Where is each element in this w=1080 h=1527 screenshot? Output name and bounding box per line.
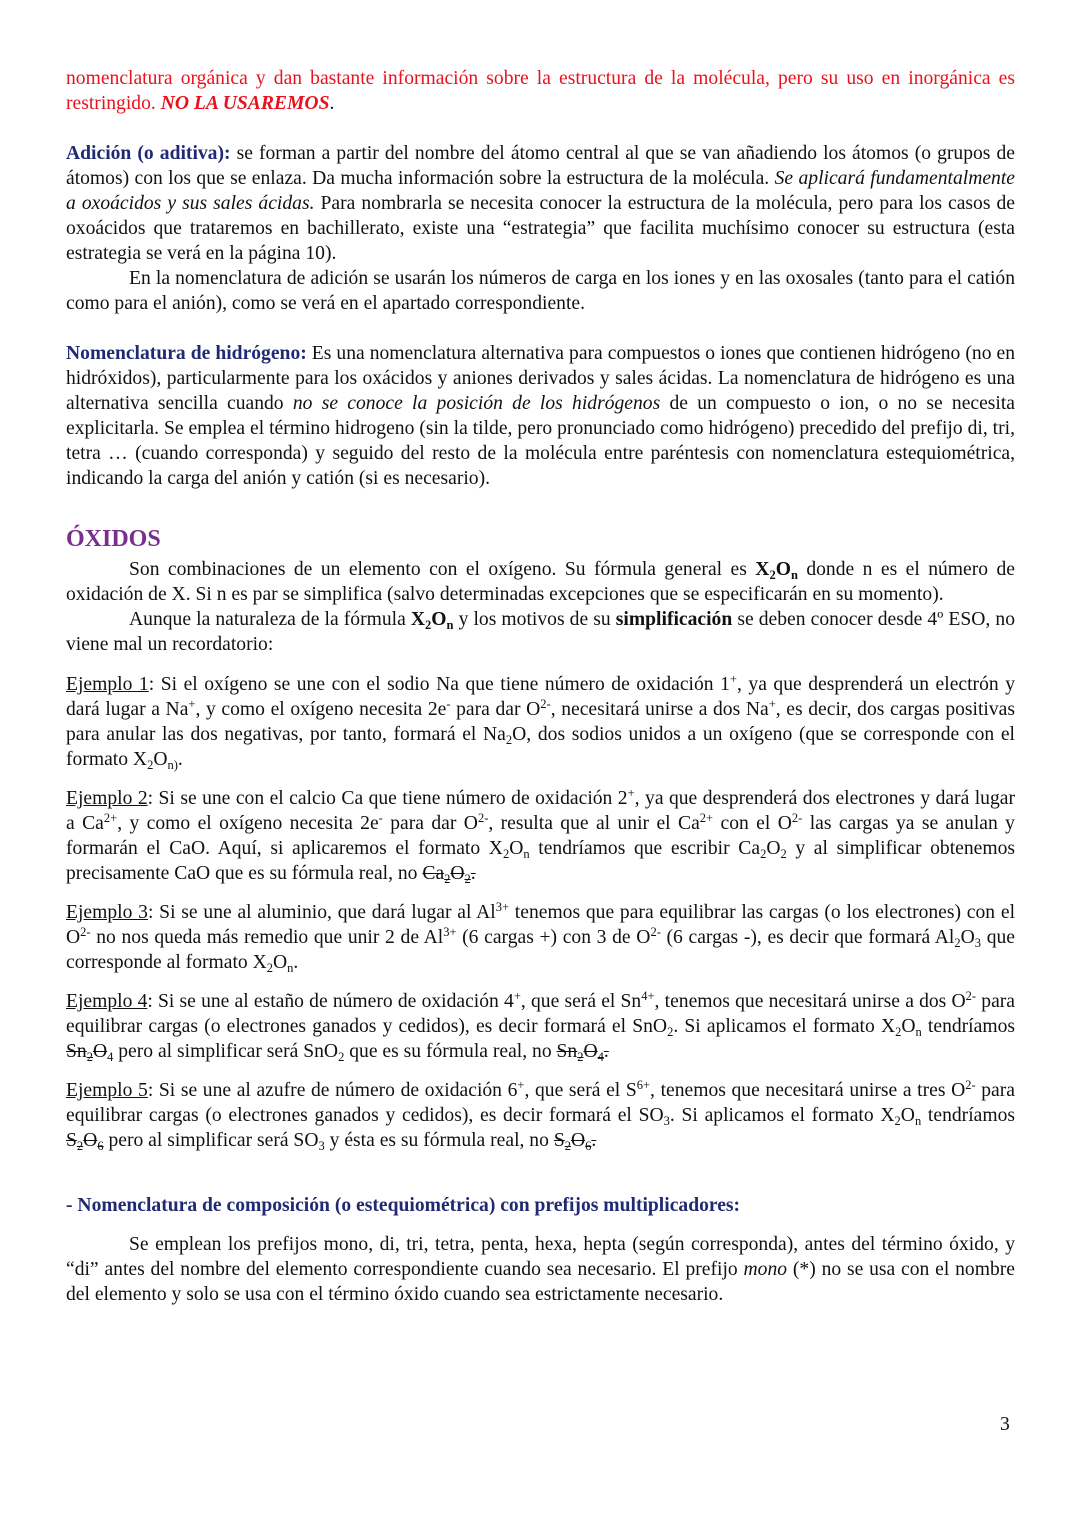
text-run: donde n es el número de oxidación de X. Si n es par se simplifica (salvo determinadas excepciones que se especificarán en su momento). xyxy=(66,559,1015,605)
text-run: - xyxy=(446,697,451,711)
text-run: 2- xyxy=(965,1078,976,1092)
ejemplo-3-paragraph xyxy=(66,900,1015,975)
text-run: nomenclatura orgánica y dan bastante información sobre la estructura de la molécula, pero su uso en inorgánica es restringido. xyxy=(66,68,1015,114)
text-run: Para nombrarla se necesita conocer la estructura de la molécula, pero para los casos de oxoácidos que trataremos en bachillerato, existe una “estrategia” que facilita muchísimo conocer su estructura (esta estrategia se verá en la página 10). xyxy=(66,193,1015,264)
text-run: X xyxy=(410,609,426,630)
text-run: O xyxy=(450,863,465,884)
text-run: . Si aplicamos el formato X xyxy=(673,1016,896,1037)
text-run: 4 xyxy=(597,1050,604,1064)
text-run: 2 xyxy=(894,1114,901,1128)
text-run: 3+ xyxy=(495,900,510,914)
page-number: 3 xyxy=(1000,1414,1010,1435)
text-run: Sn xyxy=(66,1041,87,1062)
text-run: - xyxy=(378,811,383,825)
text-run: Ejemplo 5 xyxy=(66,1080,148,1101)
text-run: : Si se une con el calcio Ca que tiene número de oxidación 2 xyxy=(147,788,628,809)
text-run: O xyxy=(570,1130,586,1151)
text-run: , es decir, dos cargas positivas para anular las dos negativas, por tanto, formará el Na xyxy=(66,699,1015,745)
text-run: mono xyxy=(743,1259,788,1280)
text-run: O xyxy=(153,749,168,770)
text-run: , ya que desprenderá dos electrones y dará lugar a Ca xyxy=(66,788,1015,834)
text-run: + xyxy=(513,989,521,1003)
text-run: , y como el oxígeno necesita 2e xyxy=(195,699,447,720)
text-run: n xyxy=(287,961,294,975)
text-run: X xyxy=(755,559,770,580)
text-run: pero al simplificar será SnO xyxy=(113,1041,339,1062)
text-run: tenemos que para equilibrar las cargas (o los electrones) con el O xyxy=(66,902,1016,948)
text-run: Ca xyxy=(422,863,445,884)
text-run: O xyxy=(509,838,524,859)
text-run: , que será el Sn xyxy=(520,991,642,1012)
text-run: no se conoce la posición de los hidrógenos xyxy=(292,393,661,414)
oxidos-definition-paragraph xyxy=(66,557,1015,607)
text-run: 3+ xyxy=(443,925,457,939)
text-run: (6 cargas +) con 3 de O xyxy=(456,927,651,948)
text-run: , resulta que al unir el Ca xyxy=(488,813,700,834)
text-run: : Si se une al estaño de número de oxidación 4 xyxy=(147,991,514,1012)
text-run: n xyxy=(914,1114,922,1128)
text-run: 2- xyxy=(477,811,489,825)
text-run: 2 xyxy=(76,1139,84,1153)
text-run: 2- xyxy=(791,811,803,825)
text-run: O xyxy=(960,927,975,948)
text-run: + xyxy=(188,697,196,711)
text-run: Adición (o aditiva): xyxy=(66,143,231,164)
adicion-paragraph xyxy=(66,141,1015,266)
text-run: 2 xyxy=(266,961,274,975)
text-run: S xyxy=(553,1130,565,1151)
text-run: 3 xyxy=(974,936,982,950)
text-run: , que será el S xyxy=(524,1080,637,1101)
text-run: , ya que desprenderá un electrón y dará lugar a Na xyxy=(66,674,1015,720)
text-run: , y como el oxígeno necesita 2e xyxy=(117,813,379,834)
text-run: Es una nomenclatura alternativa para compuestos o iones que contienen hidrógeno (no en hidróxidos), particularmente para los oxácidos y aniones derivados y sales ácidas. La nomenclatura de hidrógeno es una alternativa sencilla cuando xyxy=(66,343,1015,414)
ejemplo-4-paragraph xyxy=(66,989,1015,1064)
text-run: 2 xyxy=(502,847,510,861)
text-run: 2 xyxy=(577,1050,584,1064)
text-run: + xyxy=(627,786,635,800)
text-run: 2 xyxy=(780,847,787,861)
text-run: n xyxy=(523,847,530,861)
text-run: 2 xyxy=(464,872,471,886)
text-run: . xyxy=(177,749,183,770)
text-run: . xyxy=(329,93,335,114)
composicion-subheading xyxy=(66,1193,1015,1218)
text-run: 2 xyxy=(769,568,776,582)
hidrogeno-paragraph xyxy=(66,341,1015,491)
text-run: Ejemplo 2 xyxy=(66,788,148,809)
text-run: 2 xyxy=(444,872,451,886)
text-run: tendríamos que escribir Ca xyxy=(529,838,761,859)
composicion-paragraph xyxy=(66,1232,1015,1307)
text-run: 6 xyxy=(585,1139,592,1153)
ejemplo-5-paragraph xyxy=(66,1078,1015,1153)
text-run: pero al simplificar será SO xyxy=(103,1130,319,1151)
text-run: En la nomenclatura de adición se usarán los números de carga en los iones y en las oxosales (tanto para el catión como para el anión), como se verá en el apartado correspondiente. xyxy=(66,268,1015,314)
text-run: para dar O xyxy=(382,813,478,834)
ejemplo-2-paragraph xyxy=(66,786,1015,886)
text-run: (*) no se usa con el nombre del elemento y solo se usa con el término óxido cuando sea estrictamente necesario. xyxy=(66,1259,1015,1305)
text-run: O xyxy=(900,1105,915,1126)
text-run: Ejemplo 1 xyxy=(66,674,149,695)
text-run: 2 xyxy=(564,1139,571,1153)
text-run: + xyxy=(729,672,737,686)
text-run: : Si se une al aluminio, que dará lugar al Al xyxy=(147,902,496,923)
text-run: 2 xyxy=(338,1050,345,1064)
text-run: y ésta es su fórmula real, no xyxy=(324,1130,554,1151)
text-run: 6+ xyxy=(636,1078,651,1092)
text-run: 3 xyxy=(663,1114,670,1128)
text-run: 2- xyxy=(650,925,661,939)
text-run: . xyxy=(603,1041,609,1062)
text-run: . xyxy=(591,1130,597,1151)
text-run: O xyxy=(901,1016,916,1037)
text-run: para equilibrar cargas (o electrones ganados y cedidos), es decir formará el SnO xyxy=(66,991,1015,1037)
document-page xyxy=(66,66,1015,1307)
text-run: 2- xyxy=(80,925,91,939)
text-run: O xyxy=(273,952,288,973)
text-run: NO LA USAREMOS xyxy=(160,93,330,114)
text-run: O xyxy=(775,559,791,580)
text-run: , tenemos que necesitará unirse a dos O xyxy=(654,991,966,1012)
text-run: (6 cargas -), es decir que formará Al xyxy=(660,927,955,948)
text-run: O, dos sodios unidos a un oxígeno (que se corresponde con el formato X xyxy=(66,724,1015,770)
text-run: , necesitará unirse a dos Na xyxy=(550,699,769,720)
text-run: n xyxy=(915,1025,922,1039)
text-run: se forman a partir del nombre del átomo central al que se van añadiendo los átomos (o grupos de átomos) con los que se enlaza. Da mucha información sobre la estructura de la molécula. xyxy=(66,143,1015,189)
text-run: - Nomenclatura de composición (o estequiométrica) con prefijos multiplicadores: xyxy=(66,1195,741,1216)
text-run: 2 xyxy=(147,758,154,772)
text-run: 2 xyxy=(667,1025,674,1039)
text-run: 4+ xyxy=(641,989,655,1003)
text-run: 3 xyxy=(318,1139,325,1153)
text-run: para equilibrar cargas (o electrones ganados y cedidos), es decir formará el SO xyxy=(66,1080,1015,1126)
oxidos-recordatorio-paragraph xyxy=(66,607,1015,657)
text-run: . xyxy=(293,952,299,973)
text-run: no nos queda más remedio que unir 2 de Al xyxy=(90,927,444,948)
text-run: Se emplean los prefijos mono, di, tri, tetra, penta, hexa, hepta (según corresponda), antes del término óxido, y “di” antes del nombre del elemento correspondiente cuando sea necesario. El prefijo xyxy=(66,1234,1015,1280)
text-run: Ejemplo 3 xyxy=(66,902,148,923)
text-run: 2 xyxy=(760,847,767,861)
text-run: Nomenclatura de hidrógeno: xyxy=(66,343,307,364)
text-run: : Si se une al azufre de número de oxidación 6 xyxy=(147,1080,518,1101)
text-run: Aunque la naturaleza de la fórmula xyxy=(129,609,411,630)
text-run: que es su fórmula real, no xyxy=(344,1041,557,1062)
text-run: 2 xyxy=(425,618,432,632)
text-run: O xyxy=(431,609,447,630)
text-run: con el O xyxy=(713,813,792,834)
text-run: : Si el oxígeno se une con el sodio Na que tiene número de oxidación 1 xyxy=(148,674,730,695)
text-run: 2+ xyxy=(699,811,714,825)
text-run: simplificación xyxy=(615,609,733,630)
text-run: de un compuesto o ion, o no se necesita explicitarla. Se emplea el término hidrogeno (sin la tilde, pero pronunciado como hidrógeno) precedido del prefijo di, tri, tetra … (cuando corresponda) y seguido del resto de la molécula entre paréntesis con nomenclatura estequiométrica, indicando la carga del anión y catión (si es necesario). xyxy=(66,393,1016,489)
text-run: O xyxy=(583,1041,598,1062)
text-run: , tenemos que necesitará unirse a tres O xyxy=(650,1080,966,1101)
text-run: . xyxy=(470,863,476,884)
text-run: las cargas ya se anulan y formarán el CaO. Aquí, si aplicaremos el formato X xyxy=(66,813,1015,859)
section-title-oxidos: ÓXIDOS xyxy=(66,526,161,552)
text-run: Sn xyxy=(556,1041,578,1062)
text-run: para dar O xyxy=(450,699,541,720)
text-run: 2 xyxy=(895,1025,902,1039)
text-run: 2 xyxy=(505,733,513,747)
text-run: Son combinaciones de un elemento con el oxígeno. Su fórmula general es xyxy=(129,559,756,580)
text-run: y los motivos de su xyxy=(453,609,616,630)
ejemplo-1-paragraph xyxy=(66,672,1015,772)
text-run: n xyxy=(790,568,798,582)
text-run: 2+ xyxy=(103,811,118,825)
text-run: Se aplicará fundamentalmente a oxoácidos y sus sales ácidas. xyxy=(66,168,1015,214)
text-run: S xyxy=(66,1130,77,1151)
text-run: Ejemplo 4 xyxy=(66,991,148,1012)
adicion-carga-paragraph xyxy=(66,266,1015,316)
text-run: 6 xyxy=(97,1139,104,1153)
text-run: 2- xyxy=(540,697,551,711)
text-run: 2 xyxy=(954,936,961,950)
text-run: y al simplificar obtenemos precisamente CaO que es su fórmula real, no xyxy=(66,838,1015,884)
text-run: 2- xyxy=(965,989,977,1003)
text-run: + xyxy=(768,697,776,711)
text-run: n) xyxy=(167,758,178,772)
text-run: que corresponde al formato X xyxy=(66,927,1015,973)
intro-paragraph xyxy=(66,66,1015,116)
text-run: . Si aplicamos el formato X xyxy=(669,1105,895,1126)
text-run: se deben conocer desde 4º ESO, no viene mal un recordatorio: xyxy=(66,609,1015,655)
text-run: + xyxy=(517,1078,525,1092)
text-run: n xyxy=(446,618,454,632)
text-run: O xyxy=(766,838,781,859)
text-run: 4 xyxy=(107,1050,114,1064)
text-run: 2 xyxy=(86,1050,93,1064)
text-run: O xyxy=(83,1130,98,1151)
text-run: tendríamos xyxy=(921,1016,1015,1037)
text-run: O xyxy=(92,1041,108,1062)
text-run: tendríamos xyxy=(921,1105,1015,1126)
